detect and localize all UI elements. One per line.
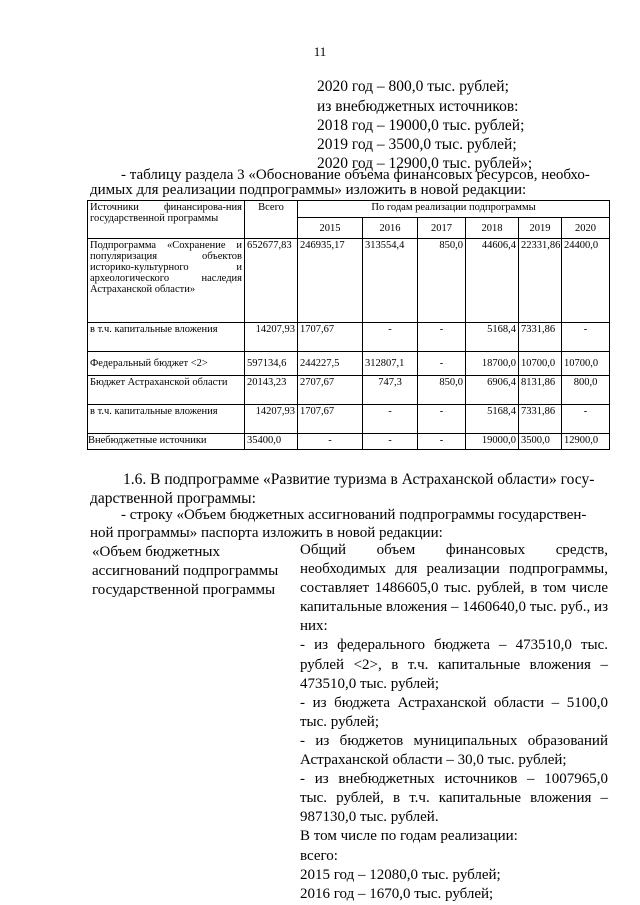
year-header: 2015 [298,218,363,239]
row-value: - [363,405,418,434]
row-value: 246935,17 [298,239,363,323]
header-total: Всего [245,201,298,239]
row-value: 5168,4 [466,323,519,352]
passport-row-label: «Объем бюджетных ассигнований подпрограммы государственной программы [92,544,279,598]
row-value: 22331,86 [519,239,562,323]
table-row [88,434,610,450]
year-header: 2016 [363,218,418,239]
table-row [88,405,610,434]
row-value: - [418,434,466,450]
table-row [88,323,610,352]
row-value: - [562,405,610,434]
text-line: 2020 год – 12900,0 тыс. рублей»; [317,155,533,172]
row-value: 312807,1 [363,352,418,376]
paragraph: - из внебюджетных источников – 1007965,0 тыс. рублей, в т.ч. капитальные вложения – 987130,0 тыс. рублей. [300,771,608,826]
row-label: Подпрограмма «Сохранение и популяризация объектов историко-культурного и археологического наследия Астраханской области» [88,239,245,323]
row-value: 12900,0 [562,434,610,450]
row-value: 6906,4 [466,376,519,405]
header-source: Источники финансирова-ния государственной программы [88,201,245,239]
intro-paragraph: - таблицу раздела 3 «Обоснование объема финансовых ресурсов, необхо- [121,167,590,183]
year-header: 2018 [466,218,519,239]
sub-paragraph: - строку «Объем бюджетных ассигнований подпрограммы государствен- [121,507,587,523]
row-value: - [562,323,610,352]
paragraph: 2015 год – 12080,0 тыс. рублей; [300,866,501,883]
paragraph: всего: [300,847,338,864]
row-label: Бюджет Астраханской области [88,376,245,405]
row-value: - [418,352,466,376]
row-label: Внебюджетные источники [88,434,245,450]
table-row [88,352,610,376]
row-value: - [363,323,418,352]
row-label: в т.ч. капитальные вложения [88,405,245,434]
passport-row-value [300,541,608,904]
row-total: 35400,0 [245,434,298,450]
row-value: 850,0 [418,239,466,323]
row-value: 244227,5 [298,352,363,376]
text-line: 2018 год – 19000,0 тыс. рублей; [317,117,525,134]
row-value: 8131,86 [519,376,562,405]
text-line: из внебюджетных источников: [317,98,519,115]
page-number: 11 [313,44,327,59]
row-label: в т.ч. капитальные вложения [88,323,245,352]
paragraph: В том числе по годам реализации: [300,828,518,845]
section-heading: 1.6. В подпрограмме «Развитие туризма в Астраханской области» госу- [123,471,595,488]
table-header-row [88,201,610,218]
row-total: 652677,83 [245,239,298,323]
row-value: 2707,67 [298,376,363,405]
row-value: 747,3 [363,376,418,405]
row-value: 313554,4 [363,239,418,323]
finance-table [87,200,610,450]
row-label: Федеральный бюджет <2> [88,352,245,376]
finance-table-wrap [87,200,609,450]
row-value: - [363,434,418,450]
text-line: 2019 год – 3500,0 тыс. рублей; [317,136,517,153]
row-total: 20143,23 [245,376,298,405]
row-value: 18700,0 [466,352,519,376]
paragraph: - из бюджетов муниципальных образований Астраханской области – 30,0 тыс. рублей; [300,732,608,769]
section-heading: дарственной программы: [90,490,256,507]
row-value: 44606,4 [466,239,519,323]
sub-paragraph: ной программы» паспорта изложить в новой редакции: [90,525,443,541]
row-value: 10700,0 [562,352,610,376]
paragraph: Общий объем финансовых средств, необходимых для реализации подпрограммы, составляет 1486605,0 тыс. рублей, в том числе капитальные вложения – 1460640,0 тыс. руб., из них: [300,542,608,635]
year-header: 2019 [519,218,562,239]
row-value: 7331,86 [519,405,562,434]
row-value: - [418,405,466,434]
row-value: 1707,67 [298,405,363,434]
year-header: 2017 [418,218,466,239]
row-value: 24400,0 [562,239,610,323]
row-value: 5168,4 [466,405,519,434]
row-value: 850,0 [418,376,466,405]
row-value: 800,0 [562,376,610,405]
row-value: 19000,0 [466,434,519,450]
row-value: 1707,67 [298,323,363,352]
paragraph: 2016 год – 1670,0 тыс. рублей; [300,885,494,902]
row-total: 14207,93 [245,405,298,434]
intro-paragraph: димых для реализации подпрограммы» изложить в новой редакции: [90,182,527,198]
row-value: 10700,0 [519,352,562,376]
row-value: 7331,86 [519,323,562,352]
text-line: 2020 год – 800,0 тыс. рублей; [317,78,509,95]
table-row [88,239,610,323]
row-total: 14207,93 [245,323,298,352]
paragraph: - из бюджета Астраханской области – 5100,0 тыс. рублей; [300,694,608,730]
row-total: 597134,6 [245,352,298,376]
paragraph: - из федерального бюджета – 473510,0 тыс. рублей <2>, в т.ч. капитальные вложения – 473510,0 тыс. рублей; [300,637,608,692]
year-header: 2020 [562,218,610,239]
row-value: - [298,434,363,450]
row-value: - [418,323,466,352]
table-row [88,376,610,405]
row-value: 3500,0 [519,434,562,450]
header-years-group: По годам реализации подпрограммы [298,201,610,218]
